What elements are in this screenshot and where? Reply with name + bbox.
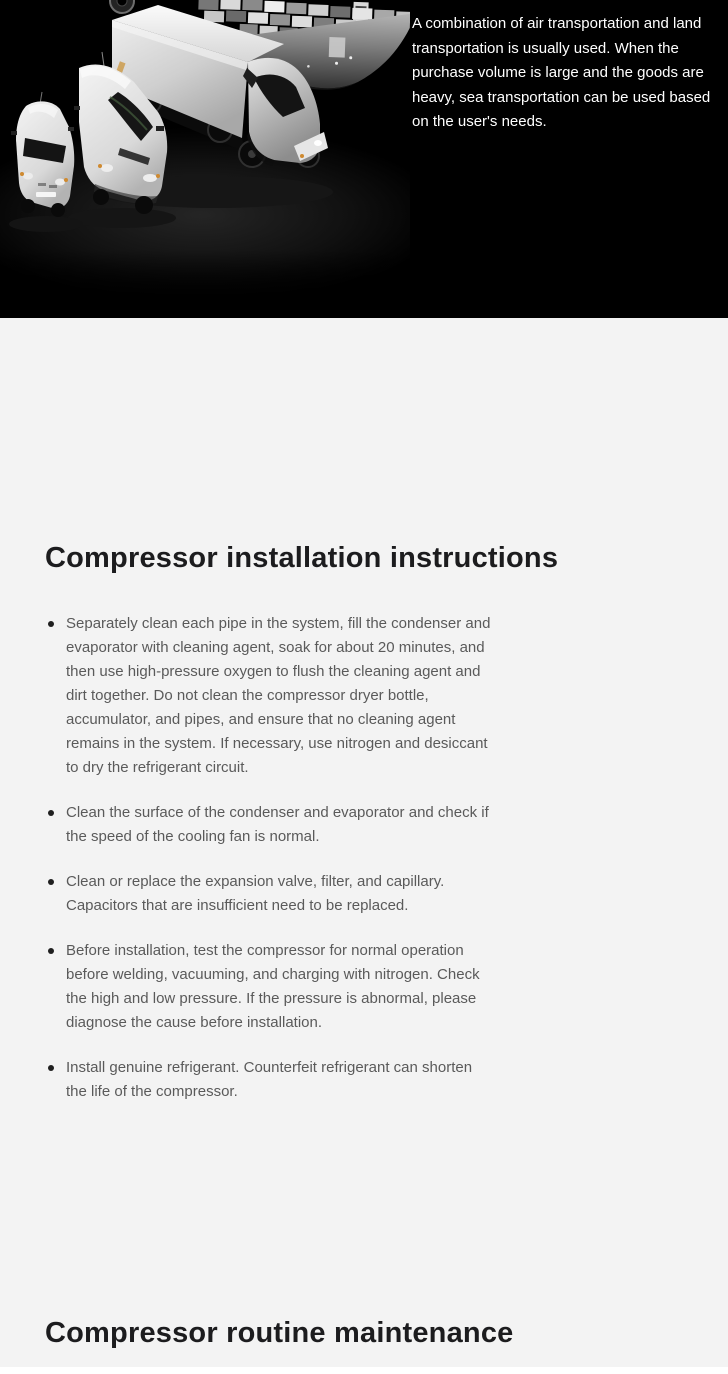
list-item: Before installation, test the compressor for normal operation before welding, vacuuming, and charging with nitrogen. Check the high and low pressure. If the pressure is abnormal, please diagnose the cause before installation.: [45, 939, 497, 1035]
next-section-background: [0, 1367, 728, 1374]
transport-fleet-photo: [0, 0, 410, 300]
hero-transport-description: A combination of air transportation and land transportation is usually used. When the purchase volume is large and the goods are heavy, sea transportation can be used based on the user's needs.: [412, 15, 711, 130]
list-item: Separately clean each pipe in the system, fill the condenser and evaporator with cleaning agent, soak for about 20 minutes, and then use high-pressure oxygen to flush the cleaning agent and dirt together. Do not clean the compressor dryer bottle, accumulator, and pipes, and ensure that no cleaning agent remains in the system. If necessary, use nitrogen and desiccant to dry the refrigerant circuit.: [45, 612, 497, 780]
list-item: Clean the surface of the condenser and evaporator and check if the speed of the cooling fan is normal.: [45, 801, 497, 849]
maintenance-section-title: Compressor routine maintenance: [45, 1317, 514, 1349]
installation-section-title: Compressor installation instructions: [45, 542, 559, 574]
installation-bullet-list: [45, 612, 497, 1104]
list-item: Install genuine refrigerant. Counterfeit refrigerant can shorten the life of the compressor.: [45, 1056, 497, 1104]
content-area: [0, 318, 728, 1367]
hero-banner: [0, 0, 728, 318]
list-item: Clean or replace the expansion valve, filter, and capillary. Capacitors that are insufficient need to be replaced.: [45, 870, 497, 918]
